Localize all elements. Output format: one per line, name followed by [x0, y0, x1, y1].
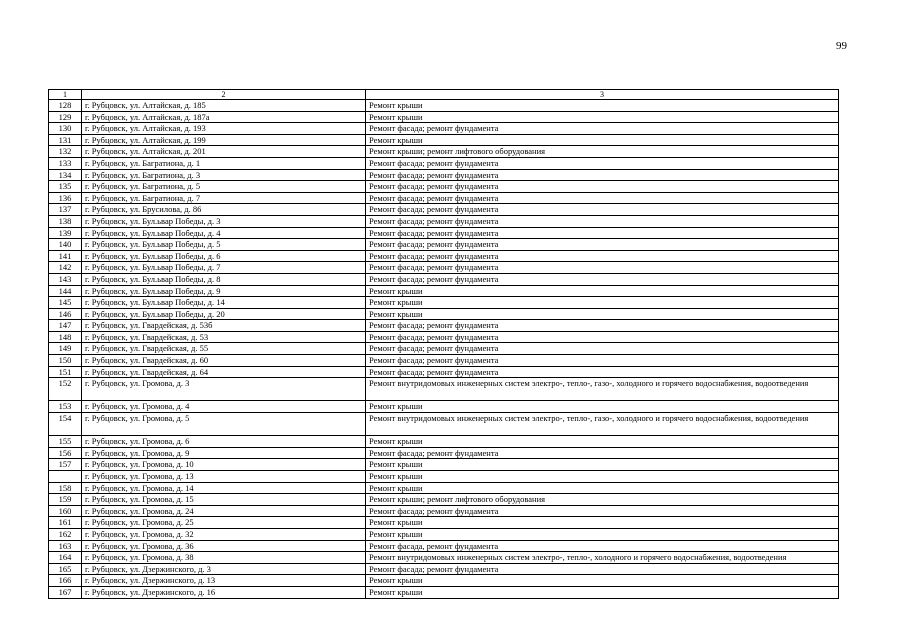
row-number-cell: 134 [49, 169, 82, 181]
table-row [49, 204, 839, 216]
address-cell: г. Рубцовск, ул. Гвардейская, д. 60 [82, 355, 366, 367]
row-number-cell: 163 [49, 540, 82, 552]
table-row [49, 378, 839, 401]
work-type-cell: Ремонт фасада; ремонт фундамента [366, 157, 839, 169]
work-type-cell: Ремонт фасада; ремонт фундамента [366, 250, 839, 262]
address-cell: г. Рубцовск, ул. Громова, д. 4 [82, 401, 366, 413]
work-type-cell: Ремонт крыши [366, 459, 839, 471]
work-type-cell: Ремонт внутридомовых инженерных систем электро-, тепло-, газо-, холодного и горячего водоснабжения, водоотведения [366, 378, 839, 401]
row-number-cell: 148 [49, 331, 82, 343]
address-cell: г. Рубцовск, ул. Гвардейская, д. 55 [82, 343, 366, 355]
work-type-cell: Ремонт крыши [366, 401, 839, 413]
table-row [49, 215, 839, 227]
table-row [49, 459, 839, 471]
address-cell: г. Рубцовск, ул. Громова, д. 32 [82, 528, 366, 540]
work-type-cell: Ремонт крыши [366, 528, 839, 540]
work-type-cell: Ремонт крыши; ремонт лифтового оборудования [366, 146, 839, 158]
address-cell: г. Рубцовск, ул. Громова, д. 5 [82, 413, 366, 436]
work-type-cell: Ремонт фасада; ремонт фундамента [366, 366, 839, 378]
row-number-cell: 151 [49, 366, 82, 378]
work-type-cell: Ремонт фасада; ремонт фундамента [366, 169, 839, 181]
row-number-cell: 129 [49, 111, 82, 123]
table-row [49, 250, 839, 262]
address-cell: г. Рубцовск, ул. Гвардейская, д. 64 [82, 366, 366, 378]
work-type-cell: Ремонт внутридомовых инженерных систем электро-, тепло-, газо-, холодного и горячего водоснабжения, водоотведения [366, 413, 839, 436]
row-number-cell: 154 [49, 413, 82, 436]
address-cell: г. Рубцовск, ул. Громова, д. 38 [82, 552, 366, 564]
work-type-cell: Ремонт крыши [366, 575, 839, 587]
address-cell: г. Рубцовск, ул. Дзержинского, д. 3 [82, 563, 366, 575]
table-row [49, 517, 839, 529]
work-type-cell: Ремонт фасада; ремонт фундамента [366, 123, 839, 135]
row-number-cell: 164 [49, 552, 82, 564]
work-type-cell: Ремонт крыши [366, 100, 839, 112]
work-type-cell: Ремонт внутридомовых инженерных систем электро-, тепло-, холодного и горячего водоснабжения, водоотведения [366, 552, 839, 564]
work-type-cell: Ремонт фасада; ремонт фундамента [366, 343, 839, 355]
work-type-cell: Ремонт крыши [366, 436, 839, 448]
table-row [49, 575, 839, 587]
address-cell: г. Рубцовск, ул. Багратиона, д. 3 [82, 169, 366, 181]
table-row [49, 436, 839, 448]
table-row [49, 471, 839, 483]
row-number-cell: 130 [49, 123, 82, 135]
address-cell: г. Рубцовск, ул. Алтайская, д. 185 [82, 100, 366, 112]
row-number-cell: 145 [49, 297, 82, 309]
row-number-cell: 167 [49, 586, 82, 598]
work-type-cell: Ремонт фасада; ремонт фундамента [366, 320, 839, 332]
work-type-cell: Ремонт фасада, ремонт фундамента [366, 540, 839, 552]
address-cell: г. Рубцовск, ул. Бул.ьвар Победы, д. 5 [82, 239, 366, 251]
address-cell: г. Рубцовск, ул. Бул.ьвар Победы, д. 4 [82, 227, 366, 239]
table-header [49, 90, 839, 100]
work-type-cell: Ремонт крыши [366, 297, 839, 309]
table-row [49, 262, 839, 274]
table-row [49, 528, 839, 540]
row-number-cell: 146 [49, 308, 82, 320]
table-row [49, 401, 839, 413]
address-cell: г. Рубцовск, ул. Алтайская, д. 193 [82, 123, 366, 135]
row-number-cell: 132 [49, 146, 82, 158]
work-type-cell: Ремонт фасада; ремонт фундамента [366, 227, 839, 239]
work-type-cell: Ремонт фасада; ремонт фундамента [366, 563, 839, 575]
address-cell: г. Рубцовск, ул. Бул.ьвар Победы, д. 8 [82, 273, 366, 285]
row-number-cell: 136 [49, 192, 82, 204]
row-number-cell: 158 [49, 482, 82, 494]
address-cell: г. Рубцовск, ул. Бул.ьвар Победы, д. 14 [82, 297, 366, 309]
work-type-cell: Ремонт крыши [366, 482, 839, 494]
row-number-cell: 162 [49, 528, 82, 540]
work-type-cell: Ремонт фасада; ремонт фундамента [366, 447, 839, 459]
table-row [49, 586, 839, 598]
table-row [49, 308, 839, 320]
work-type-cell: Ремонт фасада; ремонт фундамента [366, 215, 839, 227]
table-row [49, 505, 839, 517]
row-number-cell: 135 [49, 181, 82, 193]
work-type-cell: Ремонт фасада; ремонт фундамента [366, 239, 839, 251]
work-type-cell: Ремонт фасада; ремонт фундамента [366, 505, 839, 517]
table-row [49, 227, 839, 239]
work-type-cell: Ремонт крыши [366, 308, 839, 320]
table-row [49, 413, 839, 436]
column-header-number: 1 [49, 90, 82, 100]
table-row [49, 540, 839, 552]
address-cell: г. Рубцовск, ул. Дзержинского, д. 16 [82, 586, 366, 598]
table-row [49, 181, 839, 193]
row-number-cell: 156 [49, 447, 82, 459]
address-cell: г. Рубцовск, ул. Бул.ьвар Победы, д. 3 [82, 215, 366, 227]
table-body [49, 100, 839, 599]
table-row [49, 100, 839, 112]
work-type-cell: Ремонт фасада; ремонт фундамента [366, 355, 839, 367]
address-cell: г. Рубцовск, ул. Громова, д. 14 [82, 482, 366, 494]
table-row [49, 123, 839, 135]
row-number-cell: 131 [49, 134, 82, 146]
table-row [49, 273, 839, 285]
row-number-cell: 143 [49, 273, 82, 285]
column-header-address: 2 [82, 90, 366, 100]
row-number-cell: 160 [49, 505, 82, 517]
header-row [49, 90, 839, 100]
table-row [49, 134, 839, 146]
work-type-cell: Ремонт крыши [366, 471, 839, 483]
table-row [49, 343, 839, 355]
table-row [49, 111, 839, 123]
address-cell: г. Рубцовск, ул. Громова, д. 15 [82, 494, 366, 506]
row-number-cell: 128 [49, 100, 82, 112]
address-cell: г. Рубцовск, ул. Бул.ьвар Победы, д. 6 [82, 250, 366, 262]
address-cell: г. Рубцовск, ул. Алтайская, д. 201 [82, 146, 366, 158]
work-type-cell: Ремонт фасада; ремонт фундамента [366, 273, 839, 285]
address-cell: г. Рубцовск, ул. Алтайская, д. 187а [82, 111, 366, 123]
table-row [49, 482, 839, 494]
address-cell: г. Рубцовск, ул. Багратиона, д. 5 [82, 181, 366, 193]
table-row [49, 285, 839, 297]
table-row [49, 157, 839, 169]
table-row [49, 563, 839, 575]
column-header-work: 3 [366, 90, 839, 100]
row-number-cell: 140 [49, 239, 82, 251]
table-row [49, 146, 839, 158]
work-type-cell: Ремонт крыши [366, 111, 839, 123]
table-row [49, 297, 839, 309]
row-number-cell: 138 [49, 215, 82, 227]
row-number-cell: 155 [49, 436, 82, 448]
row-number-cell: 133 [49, 157, 82, 169]
address-cell: г. Рубцовск, ул. Брусилова, д. 86 [82, 204, 366, 216]
address-cell: г. Рубцовск, ул. Громова, д. 36 [82, 540, 366, 552]
table-row [49, 192, 839, 204]
address-cell: г. Рубцовск, ул. Бул.ьвар Победы, д. 9 [82, 285, 366, 297]
work-type-cell: Ремонт крыши [366, 285, 839, 297]
table-row [49, 169, 839, 181]
row-number-cell: 165 [49, 563, 82, 575]
table-row [49, 447, 839, 459]
address-cell: г. Рубцовск, ул. Багратиона, д. 1 [82, 157, 366, 169]
row-number-cell: 144 [49, 285, 82, 297]
row-number-cell: 152 [49, 378, 82, 401]
address-cell: г. Рубцовск, ул. Бул.ьвар Победы, д. 7 [82, 262, 366, 274]
work-type-cell: Ремонт крыши [366, 134, 839, 146]
work-type-cell: Ремонт фасада; ремонт фундамента [366, 192, 839, 204]
address-cell: г. Рубцовск, ул. Громова, д. 6 [82, 436, 366, 448]
work-type-cell: Ремонт фасада; ремонт фундамента [366, 331, 839, 343]
row-number-cell [49, 471, 82, 483]
row-number-cell: 153 [49, 401, 82, 413]
address-cell: г. Рубцовск, ул. Алтайская, д. 199 [82, 134, 366, 146]
row-number-cell: 149 [49, 343, 82, 355]
address-cell: г. Рубцовск, ул. Громова, д. 9 [82, 447, 366, 459]
page-number: 99 [836, 40, 847, 52]
address-cell: г. Рубцовск, ул. Дзержинского, д. 13 [82, 575, 366, 587]
table-row [49, 355, 839, 367]
work-type-cell: Ремонт фасада; ремонт фундамента [366, 262, 839, 274]
address-cell: г. Рубцовск, ул. Громова, д. 24 [82, 505, 366, 517]
table-row [49, 239, 839, 251]
work-type-cell: Ремонт фасада; ремонт фундамента [366, 181, 839, 193]
address-cell: г. Рубцовск, ул. Громова, д. 25 [82, 517, 366, 529]
address-cell: г. Рубцовск, ул. Громова, д. 13 [82, 471, 366, 483]
row-number-cell: 159 [49, 494, 82, 506]
table-row [49, 320, 839, 332]
address-cell: г. Рубцовск, ул. Бул.ьвар Победы, д. 20 [82, 308, 366, 320]
table-row [49, 366, 839, 378]
row-number-cell: 142 [49, 262, 82, 274]
row-number-cell: 141 [49, 250, 82, 262]
work-type-cell: Ремонт крыши [366, 517, 839, 529]
table-row [49, 331, 839, 343]
table-row [49, 494, 839, 506]
work-type-cell: Ремонт крыши [366, 586, 839, 598]
table-row [49, 552, 839, 564]
work-type-cell: Ремонт крыши; ремонт лифтового оборудования [366, 494, 839, 506]
row-number-cell: 139 [49, 227, 82, 239]
address-cell: г. Рубцовск, ул. Гвардейская, д. 53 [82, 331, 366, 343]
address-cell: г. Рубцовск, ул. Багратиона, д. 7 [82, 192, 366, 204]
repair-register-table [48, 89, 839, 599]
row-number-cell: 157 [49, 459, 82, 471]
work-type-cell: Ремонт фасада; ремонт фундамента [366, 204, 839, 216]
row-number-cell: 150 [49, 355, 82, 367]
address-cell: г. Рубцовск, ул. Громова, д. 3 [82, 378, 366, 401]
row-number-cell: 137 [49, 204, 82, 216]
row-number-cell: 147 [49, 320, 82, 332]
address-cell: г. Рубцовск, ул. Гвардейская, д. 53б [82, 320, 366, 332]
address-cell: г. Рубцовск, ул. Громова, д. 10 [82, 459, 366, 471]
row-number-cell: 161 [49, 517, 82, 529]
row-number-cell: 166 [49, 575, 82, 587]
